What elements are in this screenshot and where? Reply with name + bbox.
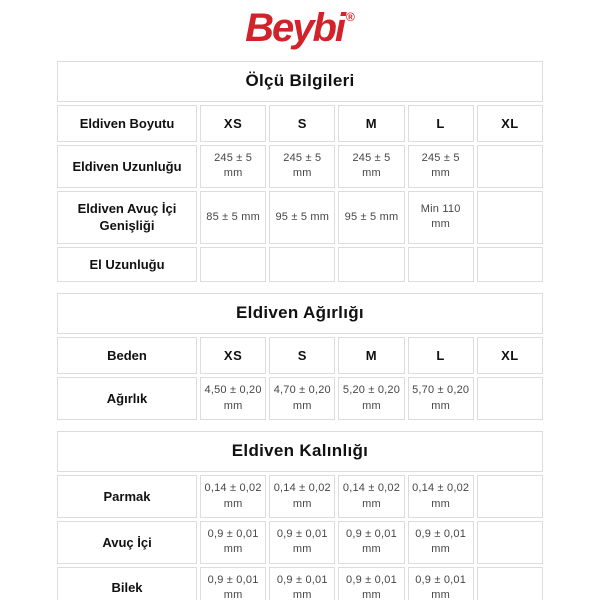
value-cell: 245 ± 5 mm — [408, 145, 474, 188]
table-row — [57, 105, 543, 142]
row-label: Avuç İçi — [57, 521, 197, 564]
value-cell: 0,9 ± 0,01 mm — [269, 521, 335, 564]
value-cell: 95 ± 5 mm — [269, 191, 335, 244]
table-row — [57, 191, 543, 244]
size-header-cell: S — [269, 337, 335, 374]
value-cell — [477, 567, 543, 600]
table-title: Eldiven Kalınlığı — [57, 431, 543, 472]
size-header-cell: M — [338, 105, 404, 142]
value-cell: 0,9 ± 0,01 mm — [338, 521, 404, 564]
size-header-cell: M — [338, 337, 404, 374]
table-row — [57, 145, 543, 188]
size-header-cell: XL — [477, 337, 543, 374]
spec-tables — [54, 58, 546, 600]
table-title-row — [57, 61, 543, 102]
value-cell: 245 ± 5 mm — [338, 145, 404, 188]
value-cell: 0,14 ± 0,02 mm — [408, 475, 474, 518]
row-label: Eldiven Uzunluğu — [57, 145, 197, 188]
value-cell — [477, 521, 543, 564]
value-cell: 0,9 ± 0,01 mm — [269, 567, 335, 600]
value-cell — [338, 247, 404, 283]
value-cell — [200, 247, 266, 283]
size-header-cell: S — [269, 105, 335, 142]
value-cell: 0,9 ± 0,01 mm — [200, 521, 266, 564]
value-cell: 4,70 ± 0,20 mm — [269, 377, 335, 420]
brand-logo-text: Beybi — [245, 6, 345, 50]
spec-table — [54, 290, 546, 423]
size-header-cell: XS — [200, 337, 266, 374]
value-cell: 245 ± 5 mm — [200, 145, 266, 188]
table-row — [57, 247, 543, 283]
row-label: Ağırlık — [57, 377, 197, 420]
table-row — [57, 567, 543, 600]
value-cell — [477, 475, 543, 518]
row-label: Parmak — [57, 475, 197, 518]
value-cell: 0,9 ± 0,01 mm — [338, 567, 404, 600]
row-label: Beden — [57, 337, 197, 374]
value-cell: 245 ± 5 mm — [269, 145, 335, 188]
value-cell: 4,50 ± 0,20 mm — [200, 377, 266, 420]
value-cell: 0,14 ± 0,02 mm — [200, 475, 266, 518]
registered-trademark-icon: ® — [346, 10, 355, 24]
value-cell: 0,14 ± 0,02 mm — [338, 475, 404, 518]
value-cell: 0,9 ± 0,01 mm — [200, 567, 266, 600]
value-cell: 0,9 ± 0,01 mm — [408, 521, 474, 564]
size-header-cell: L — [408, 105, 474, 142]
table-title-row — [57, 431, 543, 472]
table-row — [57, 475, 543, 518]
value-cell: 0,9 ± 0,01 mm — [408, 567, 474, 600]
size-header-cell: XS — [200, 105, 266, 142]
value-cell: 5,20 ± 0,20 mm — [338, 377, 404, 420]
row-label: Bilek — [57, 567, 197, 600]
row-label: Eldiven Boyutu — [57, 105, 197, 142]
size-header-cell: L — [408, 337, 474, 374]
table-row — [57, 521, 543, 564]
brand-logo — [0, 0, 600, 58]
value-cell — [477, 145, 543, 188]
value-cell: 95 ± 5 mm — [338, 191, 404, 244]
value-cell: 85 ± 5 mm — [200, 191, 266, 244]
row-label: Eldiven Avuç İçi Genişliği — [57, 191, 197, 244]
value-cell — [477, 247, 543, 283]
value-cell — [477, 377, 543, 420]
table-row — [57, 337, 543, 374]
table-title: Eldiven Ağırlığı — [57, 293, 543, 334]
spec-table — [54, 58, 546, 285]
value-cell: Min 110 mm — [408, 191, 474, 244]
spec-table — [54, 428, 546, 600]
table-row — [57, 377, 543, 420]
size-header-cell: XL — [477, 105, 543, 142]
value-cell — [269, 247, 335, 283]
value-cell: 5,70 ± 0,20 mm — [408, 377, 474, 420]
table-title: Ölçü Bilgileri — [57, 61, 543, 102]
row-label: El Uzunluğu — [57, 247, 197, 283]
table-title-row — [57, 293, 543, 334]
value-cell: 0,14 ± 0,02 mm — [269, 475, 335, 518]
value-cell — [477, 191, 543, 244]
value-cell — [408, 247, 474, 283]
